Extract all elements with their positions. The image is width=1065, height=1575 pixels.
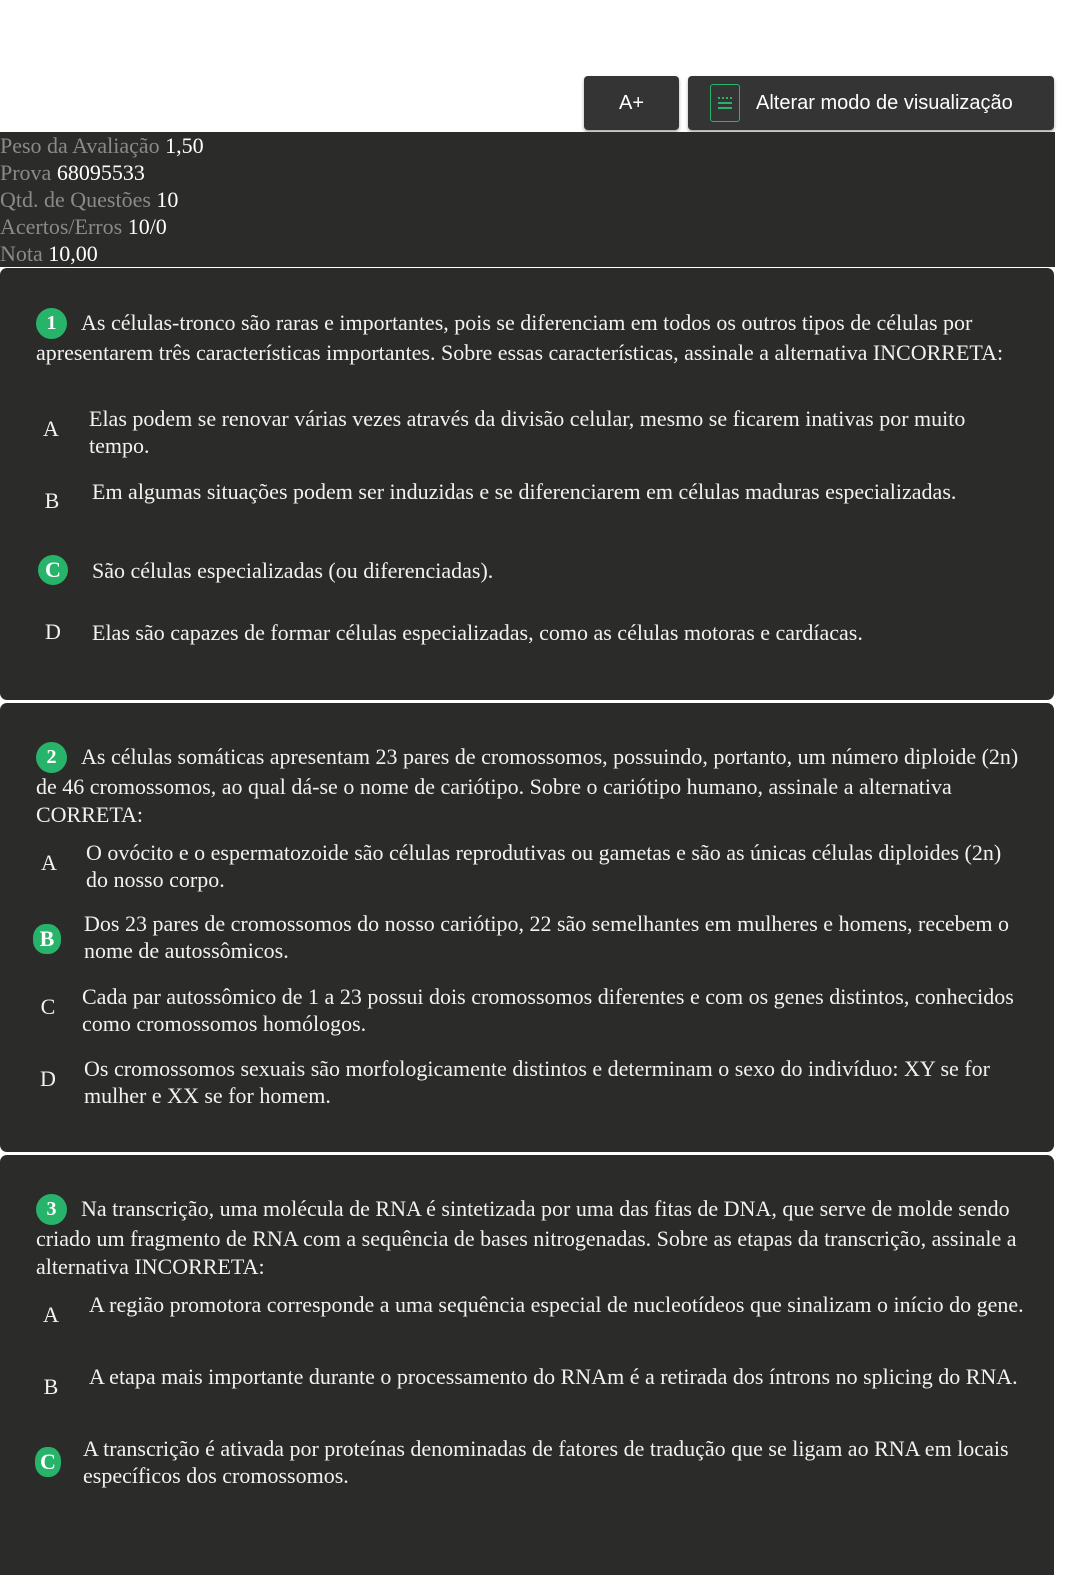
question-text: 1 As células-tronco são raras e importantes, pois se diferenciam em todos os outros tipos de células por apresentarem três características importantes. Sobre essas características, assinale a alternativa INCORRETA: [36,310,1004,365]
option-text: O ovócito e o espermatozoide são células reprodutivas ou gametas e são as únicas células diploides (2n) do nosso corpo. [86,840,1002,892]
question-number-badge: 1 [36,308,67,339]
option-text: A etapa mais importante durante o processamento do RNAm é a retirada dos íntrons no splicing do RNA. [89,1364,1018,1389]
option-letter: C [40,994,56,1019]
option-letter: B [44,488,60,513]
summary-nota: Nota 10,00 [0,241,98,266]
option-letter: A [43,1302,59,1327]
question-number-badge: 3 [36,1194,67,1225]
increase-font-button[interactable] [584,76,679,130]
change-view-mode-button[interactable] [688,76,1054,130]
option-text: Elas são capazes de formar células especializadas, como as células motoras e cardíacas. [92,620,863,645]
increase-font-label: A+ [618,91,645,114]
question-number-badge: 2 [36,742,67,773]
option-text: A transcrição é ativada por proteínas denominadas de fatores de tradução que se ligam ao RNA em locais específicos dos cromossomos. [83,1436,1009,1488]
option-text: Cada par autossômico de 1 a 23 possui dois cromossomos diferentes e com os genes distintos, conhecidos como cromossomos homólogos. [82,984,1014,1036]
question-card-3 [0,1155,1054,1575]
option-letter: D [40,1066,56,1091]
summary-acertos: Acertos/Erros 10/0 [0,214,167,239]
question-text: 2 As células somáticas apresentam 23 pares de cromossomos, possuindo, portanto, um número diploide (2n) de 46 cromossomos, ao qual dá-se o nome de cariótipo. Sobre o cariótipo humano, assinale a alternativa CORRETA: [36,744,1019,827]
option-text: Elas podem se renovar várias vezes através da divisão celular, mesmo se ficarem inativas por muito tempo. [89,406,966,458]
document-view-icon [710,84,740,122]
option-text: São células especializadas (ou diferenciadas). [92,558,494,583]
option-letter: D [45,619,61,644]
exam-summary [0,132,1055,267]
summary-prova: Prova 68095533 [0,160,145,185]
correct-answer-badge: C [38,555,68,585]
view-mode-label: Alterar modo de visualização [756,91,1013,114]
top-toolbar [0,0,1065,132]
correct-answer-badge: B [33,924,61,954]
question-text: 3 Na transcrição, uma molécula de RNA é sintetizada por uma das fitas de DNA, que serve de molde sendo criado um fragmento de RNA com a sequência de bases nitrogenadas. Sobre as etapas da transcrição, assinale a alternativa INCORRETA: [36,1196,1017,1279]
option-letter: B [43,1374,59,1399]
question-card-1 [0,268,1054,700]
option-text: Dos 23 pares de cromossomos do nosso cariótipo, 22 são semelhantes em mulheres e homens, recebem o nome de autossômicos. [84,911,1010,963]
summary-peso: Peso da Avaliação 1,50 [0,133,204,158]
summary-questoes: Qtd. de Questões 10 [0,187,179,212]
option-text: A região promotora corresponde a uma sequência especial de nucleotídeos que sinalizam o início do gene. [89,1292,1024,1317]
option-letter: A [43,416,59,441]
correct-answer-badge: C [35,1447,61,1477]
option-letter: A [41,850,57,875]
option-text: Os cromossomos sexuais são morfologicamente distintos e determinam o sexo do indivíduo: XY se for mulher e XX se for homem. [84,1056,990,1108]
question-card-2 [0,703,1054,1152]
option-text: Em algumas situações podem ser induzidas e se diferenciarem em células maduras especializadas. [92,479,957,504]
